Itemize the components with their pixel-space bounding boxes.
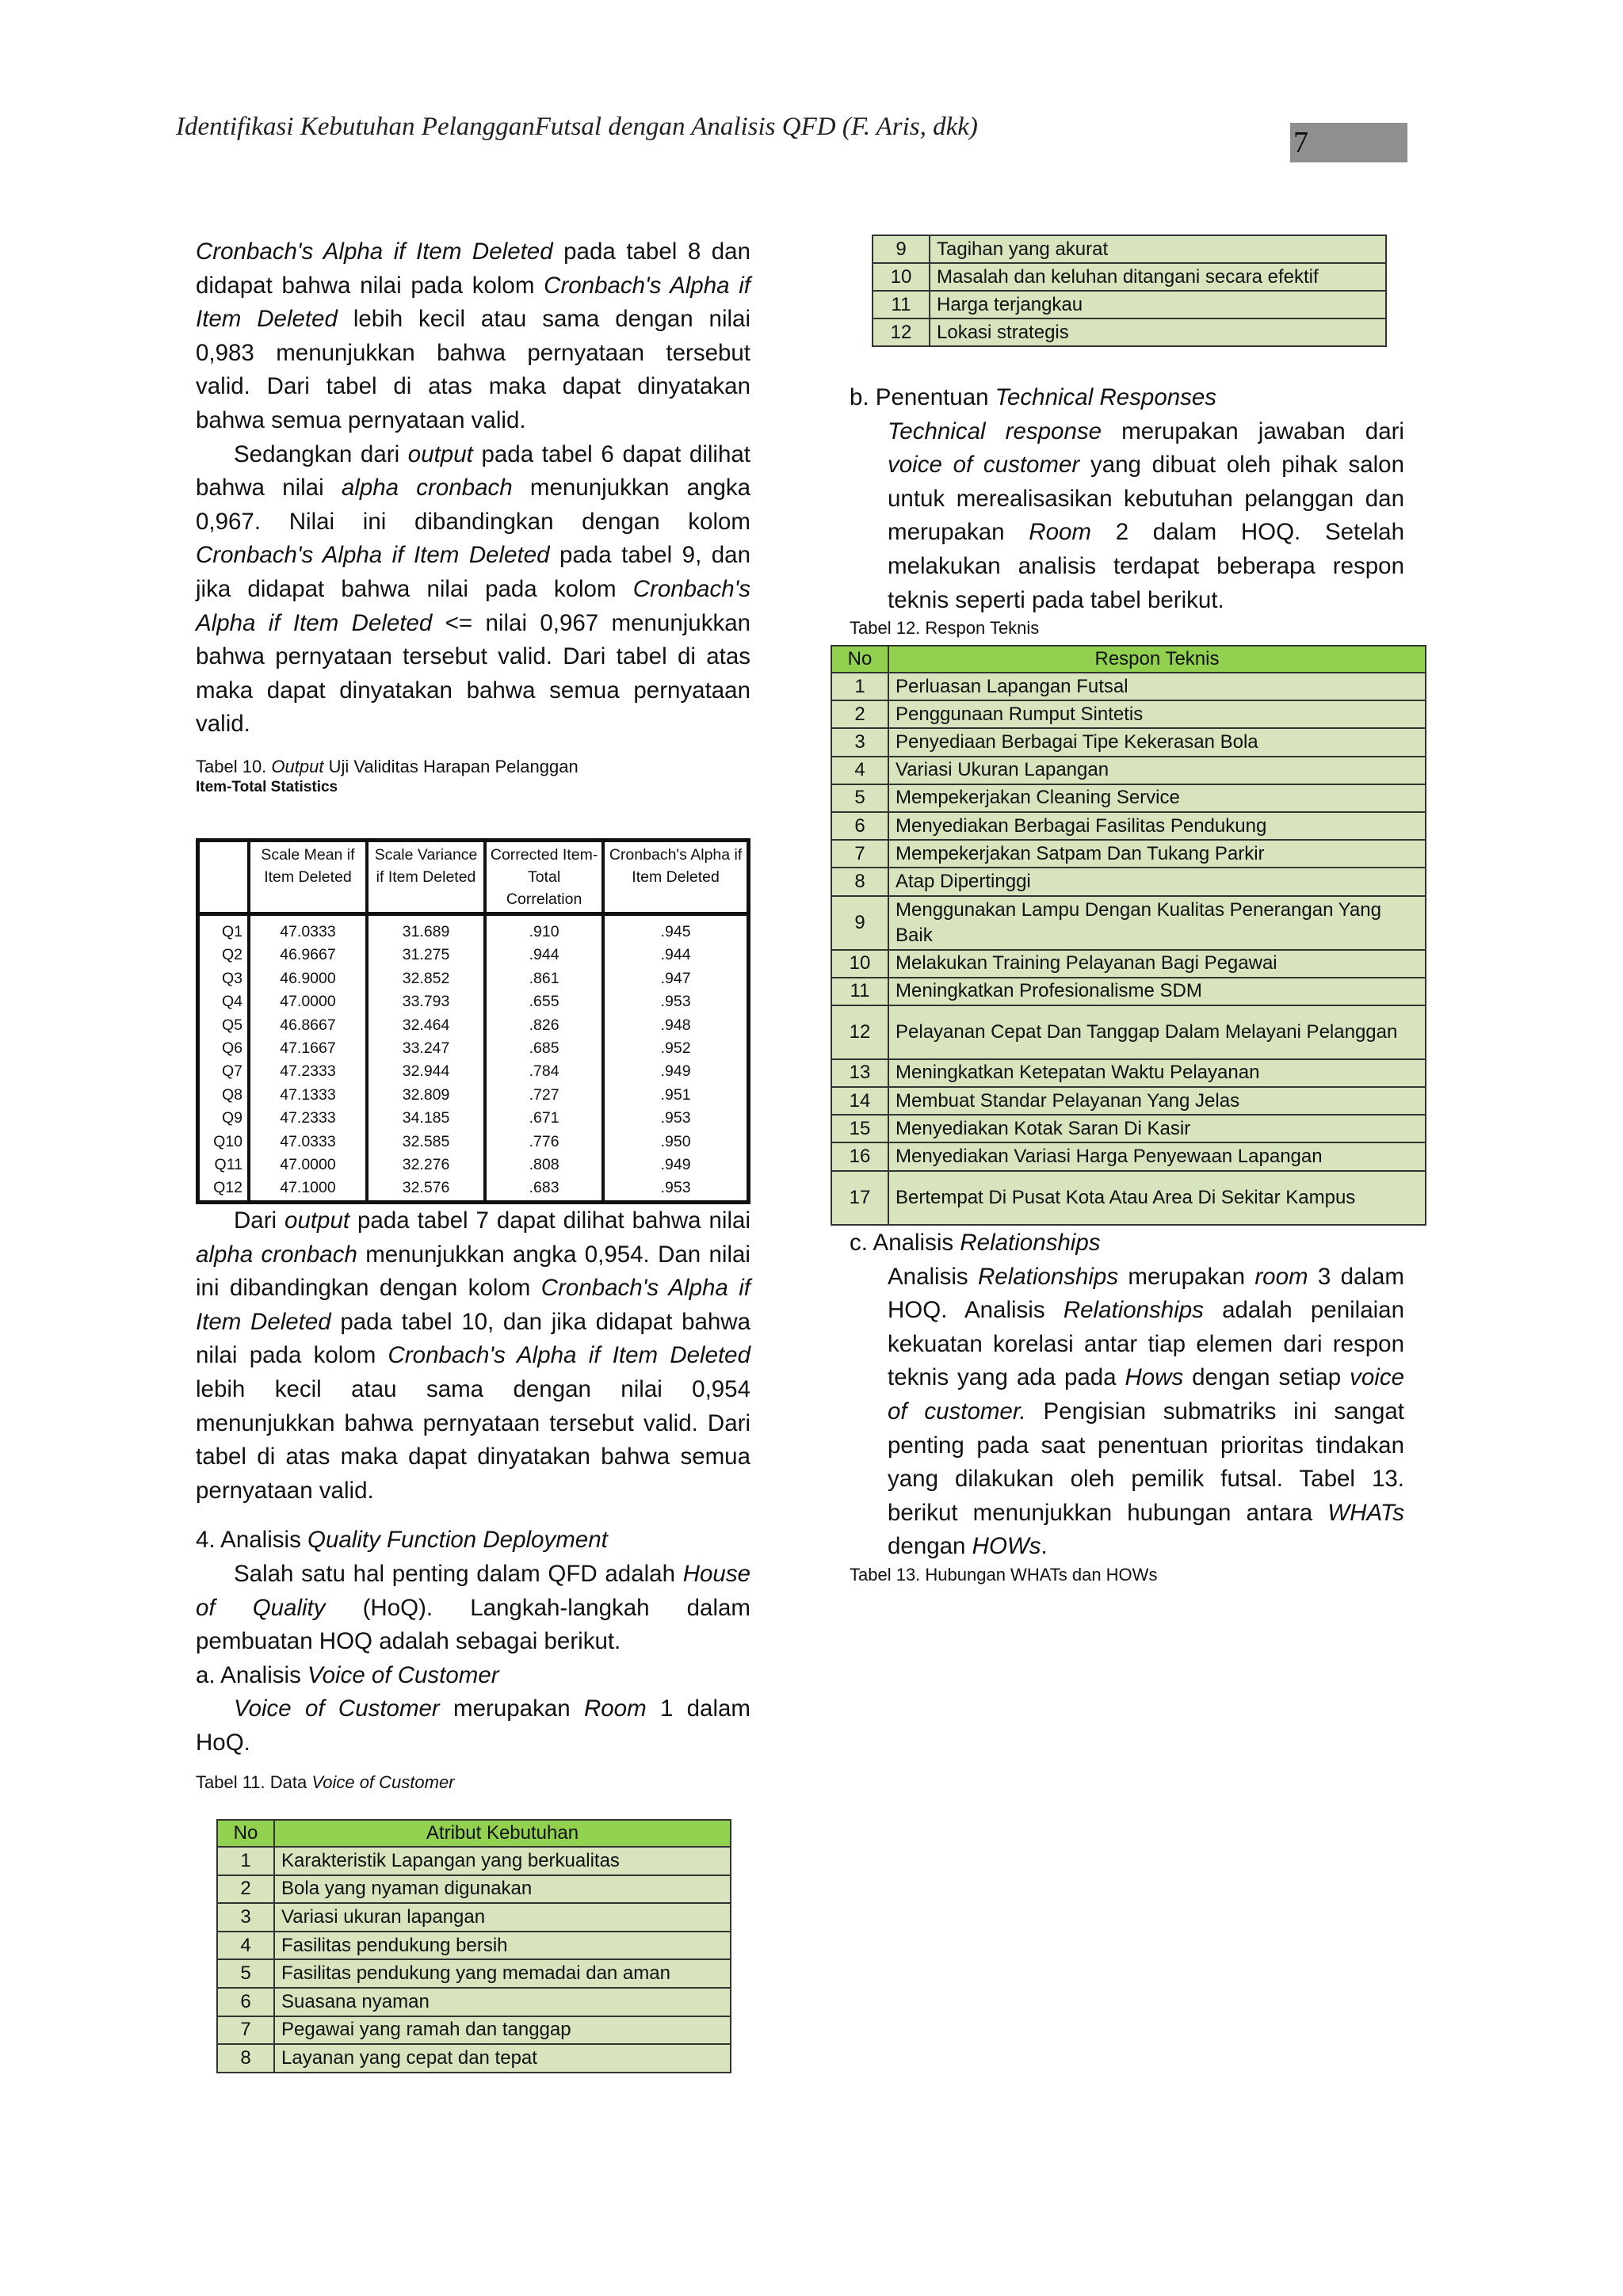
alpha-if-deleted: .949 [603,1154,748,1177]
table-10-row [198,1014,749,1037]
attribute: Karakteristik Lapangan yang berkualitas [274,1847,731,1875]
technical-response: Menggunakan Lampu Dengan Kualitas Penerangan Yang Baik [888,896,1426,950]
table-12-row [831,1115,1426,1142]
paragraph-4: Salah satu hal penting dalam QFD adalah House of Quality (HoQ). Langkah-langkah dalam pembuatan HOQ adalah sebagai berikut. [196,1560,750,1655]
technical-response: Penyediaan Berbagai Tipe Kekerasan Bola [888,728,1426,756]
row-number: 10 [873,263,930,291]
table-10-header: Scale Mean if Item Deleted [249,841,367,914]
technical-response: Variasi Ukuran Lapangan [888,757,1426,784]
row-number: 6 [831,812,888,840]
scale-mean: 47.2333 [249,1060,367,1083]
scale-variance: 31.275 [367,944,485,967]
attribute: Masalah dan keluhan ditangani secara efektif [930,263,1386,291]
row-number: 4 [217,1932,274,1960]
table-12-row [831,757,1426,784]
table-12-header-resp: Respon Teknis [888,646,1426,673]
table-11-row [217,1932,731,1960]
row-number: 14 [831,1087,888,1115]
attribute: Fasilitas pendukung bersih [274,1932,731,1960]
row-number: 2 [831,700,888,728]
table-12-row [831,950,1426,978]
table-10-row [198,944,749,967]
attribute: Variasi ukuran lapangan [274,1903,731,1932]
scale-variance: 32.852 [367,967,485,990]
table-11-row [873,318,1386,346]
technical-response: Mempekerjakan Cleaning Service [888,784,1426,812]
technical-response: Bertempat Di Pusat Kota Atau Area Di Sekitar Kampus [888,1171,1426,1225]
corrected-correlation: .784 [485,1060,603,1083]
scale-variance: 33.247 [367,1037,485,1060]
row-number: 15 [831,1115,888,1142]
table-12-row [831,896,1426,950]
table-12-caption: Tabel 12. Respon Teknis [850,618,1040,639]
technical-response: Menyediakan Berbagai Fasilitas Pendukung [888,812,1426,840]
section-a-heading: a. Analisis Voice of Customer [196,1661,499,1688]
item-label: Q12 [213,1179,242,1197]
scale-mean: 47.1333 [249,1084,367,1107]
scale-mean: 46.9667 [249,944,367,967]
scale-variance: 32.809 [367,1084,485,1107]
paragraph-7: Analisis Relationships merupakan room 3 dalam HOQ. Analisis Relationships adalah penilaian kekuatan korelasi antar tiap elemen dari respon teknis yang ada pada Hows dengan setiap voice of customer. Pengisian submatriks ini sangat penting pada saat penentuan prioritas tindakan yang dilakukan oleh pemilik futsal. Tabel 13. berikut menunjukkan hubungan antara WHATs dengan HOWs. [888,1263,1404,1560]
table-12-row [831,1087,1426,1115]
table-12 [831,645,1426,1226]
table-11-row [217,1903,731,1932]
table-12-row [831,840,1426,868]
corrected-correlation: .685 [485,1037,603,1060]
paragraph-6: Technical response merupakan jawaban dari voice of customer yang dibuat oleh pihak salon untuk merealisasikan kebutuhan pelanggan dan merupakan Room 2 dalam HOQ. Setelah melakukan analisis terdapat beberapa respon teknis seperti pada tabel berikut. [888,418,1404,613]
paragraph-1: Cronbach's Alpha if Item Deleted pada tabel 8 dan didapat bahwa nilai pada kolom Cronbach's Alpha if Item Deleted lebih kecil atau sama dengan nilai 0,983 menunjukkan bahwa pernyataan tersebut valid. Dari tabel di atas maka dapat dinyatakan bahwa semua pernyataan valid. [196,238,751,433]
row-number: 8 [831,868,888,895]
table-11-row [217,2044,731,2073]
table-10-header: Scale Variance if Item Deleted [367,841,485,914]
attribute: Tagihan yang akurat [930,235,1386,263]
scale-variance: 34.185 [367,1107,485,1130]
row-number: 17 [831,1171,888,1225]
row-number: 5 [217,1959,274,1988]
corrected-correlation: .683 [485,1177,603,1202]
table-10-subtitle: Item-Total Statistics [196,778,338,795]
scale-mean: 47.1000 [249,1177,367,1202]
scale-variance: 32.576 [367,1177,485,1202]
table-10-caption: Tabel 10. Output Uji Validitas Harapan Pelanggan [196,756,579,776]
technical-response: Meningkatkan Profesionalisme SDM [888,978,1426,1005]
alpha-if-deleted: .947 [603,967,748,990]
scale-mean: 47.2333 [249,1107,367,1130]
table-12-row [831,1142,1426,1170]
corrected-correlation: .655 [485,990,603,1013]
paragraph-5: Voice of Customer merupakan Room 1 dalam HoQ. [196,1695,750,1756]
row-number: 10 [831,950,888,978]
alpha-if-deleted: .949 [603,1060,748,1083]
alpha-if-deleted: .952 [603,1037,748,1060]
table-12-row [831,812,1426,840]
row-number: 7 [831,840,888,868]
table-10-row [198,1060,749,1083]
technical-response: Penggunaan Rumput Sintetis [888,700,1426,728]
attribute: Fasilitas pendukung yang memadai dan aman [274,1959,731,1988]
page-number: 7 [1290,123,1407,162]
item-label: Q6 [221,1039,242,1058]
table-12-row [831,728,1426,756]
table-13-caption: Tabel 13. Hubungan WHATs dan HOWs [850,1564,1158,1585]
alpha-if-deleted: .948 [603,1014,748,1037]
attribute: Suasana nyaman [274,1988,731,2016]
table-10-row [198,967,749,990]
table-11 [216,1819,731,2073]
scale-mean: 47.0333 [249,914,367,944]
scale-variance: 32.585 [367,1131,485,1154]
scale-mean: 46.8667 [249,1014,367,1037]
row-number: 11 [873,291,930,318]
item-label: Q9 [221,1109,242,1127]
row-number: 3 [831,728,888,756]
table-11-row [217,1959,731,1988]
technical-response: Membuat Standar Pelayanan Yang Jelas [888,1087,1426,1115]
table-10-header: Cronbach's Alpha if Item Deleted [603,841,748,914]
table-12-row [831,978,1426,1005]
table-10-row [198,1037,749,1060]
table-11-header-no: No [217,1820,274,1847]
table-10-row [198,1154,749,1177]
attribute: Layanan yang cepat dan tepat [274,2044,731,2073]
scale-variance: 32.944 [367,1060,485,1083]
scale-variance: 33.793 [367,990,485,1013]
item-label: Q8 [221,1085,242,1104]
alpha-if-deleted: .953 [603,1107,748,1130]
technical-response: Mempekerjakan Satpam Dan Tukang Parkir [888,840,1426,868]
table-10-header: Corrected Item-Total Correlation [485,841,603,914]
table-10 [196,838,750,1204]
technical-response: Meningkatkan Ketepatan Waktu Pelayanan [888,1059,1426,1087]
row-number: 3 [217,1903,274,1932]
right-column-lower [850,1226,1404,1586]
technical-response: Pelayanan Cepat Dan Tanggap Dalam Melayani Pelanggan [888,1005,1426,1059]
corrected-correlation: .944 [485,944,603,967]
table-11-continued [872,235,1387,347]
table-12-header-no: No [831,646,888,673]
item-label: Q3 [221,969,242,987]
left-column-lower [196,1204,750,1794]
table-11-row [873,291,1386,318]
section-b-heading: b. Penentuan Technical Responses [850,384,1217,410]
attribute: Lokasi strategis [930,318,1386,346]
technical-response: Atap Dipertinggi [888,868,1426,895]
technical-response: Menyediakan Variasi Harga Penyewaan Lapangan [888,1142,1426,1170]
scale-mean: 47.0000 [249,1154,367,1177]
row-number: 11 [831,978,888,1005]
table-11-row [873,235,1386,263]
table-11-row [217,2016,731,2045]
row-number: 16 [831,1142,888,1170]
table-11-row [217,1875,731,1904]
item-label: Q7 [221,1062,242,1081]
alpha-if-deleted: .945 [603,914,748,944]
item-label: Q2 [221,946,242,964]
alpha-if-deleted: .944 [603,944,748,967]
corrected-correlation: .910 [485,914,603,944]
alpha-if-deleted: .953 [603,1177,748,1202]
section-c-heading: c. Analisis Relationships [850,1230,1101,1256]
row-number: 1 [217,1847,274,1875]
corrected-correlation: .808 [485,1154,603,1177]
table-10-row [198,914,749,944]
row-number: 8 [217,2044,274,2073]
item-label: Q1 [221,923,242,940]
paragraph-3: Dari output pada tabel 7 dapat dilihat bahwa nilai alpha cronbach menunjukkan angka 0,954. Dan nilai ini dibandingkan dengan kolom Cronbach's Alpha if Item Deleted pada tabel 10, dan jika didapat bahwa nilai pada kolom Cronbach's Alpha if Item Deleted lebih kecil atau sama dengan nilai 0,954 menunjukkan bahwa pernyataan tersebut valid. Dari tabel di atas maka dapat dinyatakan bahwa semua pernyataan valid. [196,1207,750,1504]
corrected-correlation: .826 [485,1014,603,1037]
item-label: Q5 [221,1016,242,1034]
table-12-row [831,868,1426,895]
row-number: 12 [831,1005,888,1059]
row-number: 9 [831,896,888,950]
scale-mean: 47.0333 [249,1131,367,1154]
corrected-correlation: .776 [485,1131,603,1154]
table-10-row [198,990,749,1013]
technical-response: Menyediakan Kotak Saran Di Kasir [888,1115,1426,1142]
attribute: Pegawai yang ramah dan tanggap [274,2016,731,2045]
attribute: Harga terjangkau [930,291,1386,318]
row-number: 7 [217,2016,274,2045]
table-12-row [831,1171,1426,1225]
paragraph-2: Sedangkan dari output pada tabel 6 dapat dilihat bahwa nilai alpha cronbach menunjukkan angka 0,967. Nilai ini dibandingkan dengan kolom Cronbach's Alpha if Item Deleted pada tabel 9, dan jika didapat bahwa nilai pada kolom Cronbach's Alpha if Item Deleted <= nilai 0,967 menunjukkan bahwa pernyataan tersebut valid. Dari tabel di atas maka dapat dinyatakan bahwa semua pernyataan valid. [196,441,751,738]
table-11-caption: Tabel 11. Data Voice of Customer [196,1772,455,1792]
table-12-row [831,784,1426,812]
alpha-if-deleted: .950 [603,1131,748,1154]
row-number: 5 [831,784,888,812]
table-11-header-attr: Atribut Kebutuhan [274,1820,731,1847]
table-12-row [831,1005,1426,1059]
table-10-row [198,1107,749,1130]
table-12-row [831,700,1426,728]
table-12-row [831,1059,1426,1087]
corrected-correlation: .861 [485,967,603,990]
attribute: Bola yang nyaman digunakan [274,1875,731,1904]
section-4-heading: 4. Analisis Quality Function Deployment [196,1527,608,1554]
table-11-row [217,1988,731,2016]
corrected-correlation: .727 [485,1084,603,1107]
right-column [850,381,1404,639]
table-12-row [831,673,1426,700]
row-number: 2 [217,1875,274,1904]
running-header: Identifikasi Kebutuhan PelangganFutsal dengan Analisis QFD (F. Aris, dkk) [176,113,978,141]
table-11-row [873,263,1386,291]
technical-response: Perluasan Lapangan Futsal [888,673,1426,700]
technical-response: Melakukan Training Pelayanan Bagi Pegawai [888,950,1426,978]
scale-variance: 31.689 [367,914,485,944]
scale-variance: 32.276 [367,1154,485,1177]
table-10-row [198,1131,749,1154]
table-10-corner [198,841,249,914]
scale-mean: 47.0000 [249,990,367,1013]
row-number: 12 [873,318,930,346]
alpha-if-deleted: .953 [603,990,748,1013]
row-number: 4 [831,757,888,784]
item-label: Q11 [214,1156,242,1174]
table-10-row [198,1177,749,1202]
scale-mean: 47.1667 [249,1037,367,1060]
left-column [196,235,750,797]
row-number: 6 [217,1988,274,2016]
scale-mean: 46.9000 [249,967,367,990]
corrected-correlation: .671 [485,1107,603,1130]
row-number: 9 [873,235,930,263]
table-10-row [198,1084,749,1107]
row-number: 1 [831,673,888,700]
scale-variance: 32.464 [367,1014,485,1037]
table-11-row [217,1847,731,1875]
item-label: Q10 [213,1132,242,1150]
row-number: 13 [831,1059,888,1087]
alpha-if-deleted: .951 [603,1084,748,1107]
item-label: Q4 [221,993,242,1011]
